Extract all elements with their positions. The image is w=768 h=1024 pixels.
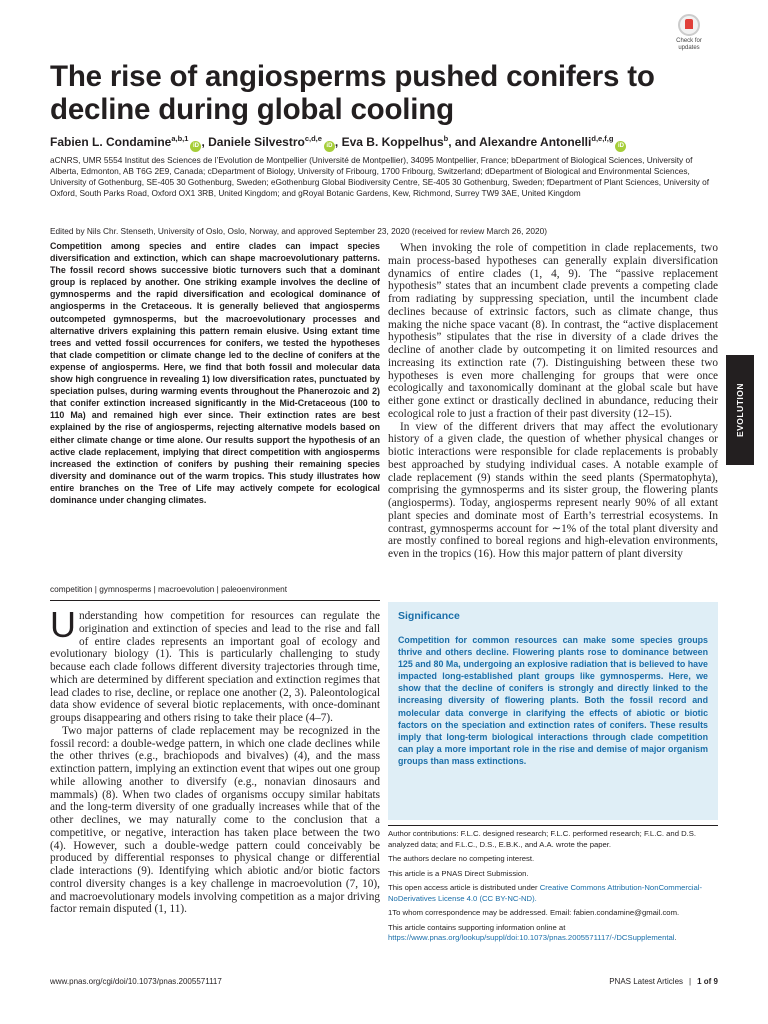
body-paragraph: In view of the different drivers that may affect the evolutionary history of a given clade, the question of whether physical changes or biotic interactions were responsible for clade replacements is probably best approached by studying individual cases. A notable example of clade replacement (9) stands within the seed plants (Spermatophyta), comprising the gymnosperms and its sister group, the flowering plants (angiosperms). Today, angiosperms represent nearly 90% of all extant plant species and dominate most of Earth’s terrestrial ecosystems. In contrast, gymnosperms account for ∼1% of the total plant diversity and are mostly confined to boreal regions and high-elevation environments, even in the tropics (16). How this major pattern of plant diversity (388, 420, 718, 560)
footer-page-number: 1 of 9 (697, 977, 718, 986)
significance-text: Competition for common resources can make some species groups thrive and others decline. Flowering plants rose to dominance between 125 and 80 Ma, undergoing an explosive radiation that is believed to have impacted long-established plant groups like gymnosperms. Here, we show that the decline of conifers is strongly and directly linked to the increasing diversity of flowering plants. Both the fossil record and molecular data converge in clarifying the effects of abiotic or biotic factors on the speciation and extinction rates of conifers. These results imply that long-term biological interactions through clade competition can play a more important role in the rise and demise of major organism groups than mass extinctions. (398, 635, 708, 766)
check-updates-icon (678, 14, 700, 36)
body-paragraph: Two major patterns of clade replacement may be recognized in the fossil record: a double-wedge pattern, in which one clade declines while the other thrives (e.g., brachiopods and bivalves) (4), and the mass extinction pattern, implying an extinction event that wipes out one group while allowing another to diversify (e.g., nonavian dinosaurs and mammals) (8). When two clades of organisms occupy similar habitats and the long-term diversity of one gradually increases while that of the other declines, we may naturally come to the conclusion that a competitive, or negative, interaction has taken place between the two (4). However, such a double-wedge pattern could conceivably be produced by differential responses to physical change or differential clade interactions (9). Identifying which abiotic and/or biotic factors control diversity changes is a key challenge in macroevolution (7, 10), and macroevolutionary models involving competition as a major driving factor remain disputed (1, 11). (50, 724, 380, 916)
article-notes (388, 825, 718, 948)
significance-box (388, 602, 718, 820)
author-name: Eva B. Koppelhus (341, 135, 444, 149)
author-list: Fabien L. Condamine$^{a,b,1}$iD , Daniele Silvestro$^{c,d,e}$iD , Eva B. Koppelhus$^b$, and Alexandre Antonelli$^{d,e,f,g}$iD (50, 134, 730, 152)
edited-by: Edited by Nils Chr. Stenseth, University of Oslo, Oslo, Norway, and approved September 23, 2020 (received for review March 26, 2020) (50, 226, 547, 236)
footer-doi-url[interactable]: www.pnas.org/cgi/doi/10.1073/pnas.2005571117 (50, 977, 222, 986)
divider (388, 825, 718, 826)
orcid-icon[interactable]: iD (190, 141, 201, 152)
submission-note: This article is a PNAS Direct Submission. (388, 868, 529, 878)
drop-cap: U (50, 604, 76, 645)
orcid-icon[interactable]: iD (615, 141, 626, 152)
body-paragraph: nderstanding how competition for resources can regulate the origination and extinction of species and lead to the rise and fall of entire clades represents an important goal of ecology and evolutionary biology (1). This is particularly challenging to study because each clade follows different diversity trajectories through time, which are determined by different speciation and extinction regimes that lead clades to rise, decline, or replace one another (2, 3). Paleontological data show evidence of several biotic replacements, with once-dominant groups disappearing and others rising to take their place (4–7). (50, 610, 380, 724)
competing-interests: The authors declare no competing interest. (388, 854, 535, 863)
author-contributions: Author contributions: F.L.C. designed research; F.L.C. performed research; F.L.C. and D.S. analyzed data; and F.L.C., D.S., E.B.K., and A.A. wrote the paper. (388, 829, 697, 849)
orcid-icon[interactable]: iD (324, 141, 335, 152)
article-title: The rise of angiosperms pushed conifers to decline during global cooling (50, 60, 655, 126)
introduction (50, 604, 380, 916)
supplement-note: This article contains supporting information online at https://www.pnas.org/lookup/suppl/doi:10.1073/pnas.2005571117/-/DCSupplemental. (388, 922, 677, 942)
footer-journal: PNAS Latest Articles (609, 977, 684, 986)
check-for-updates-badge[interactable]: Check for updates (666, 14, 712, 60)
supplement-link[interactable]: https://www.pnas.org/lookup/suppl/doi:10.1073/pnas.2005571117/-/DCSupplemental (388, 933, 675, 942)
author-name: Fabien L. Condamine (50, 135, 172, 149)
abstract: Competition among species and entire clades can impact species diversification and extinction, which can shape macroevolutionary patterns. The fossil record shows successive biotic turnovers such that a dominant group is replaced by another. One striking example involves the decline of gymnosperms and the rapid diversification and ecological dominance of angiosperms in the Cretaceous. It is generally believed that angiosperms outcompeted gymnosperms, but the macroevolutionary processes and alternative drivers explaining this pattern remain elusive. Using extant time trees and vetted fossil occurrences for conifers, we tested the hypotheses that clade competition or climate change led to the decline of conifers at the expense of angiosperms. Here, we find that both fossil and molecular data show high congruence in revealing 1) low diversification rates, punctuated by speciation pulses, during warming events throughout the Phanerozoic and 2) that conifer extinction increased significantly in the Mid-Cretaceous (100 to 110 Ma) and remained high ever since. Their extinction rates are best explained by the rise of angiosperms, rejecting alternative models based on either climate change or time alone. Our results support the hypothesis of an active clade replacement, implying that direct competition with angiosperms increased the extinction of conifers by pushing their remaining species diversity and dominance out of the warm tropics. This study illustrates how entire branches on the Tree of Life may actively compete for ecological dominance under changing climates. (50, 241, 380, 505)
license-note: This open access article is distributed under Creative Commons Attribution-NonCommercial-NoDerivatives License 4.0 (CC BY-NC-ND). (388, 883, 703, 903)
significance-heading: Significance (398, 610, 460, 622)
correspondence-note: 1To whom correspondence may be addressed. Email: fabien.condamine@gmail.com. (388, 908, 680, 917)
keywords: competition | gymnosperms | macroevolution | paleoenvironment (50, 584, 288, 594)
section-tab: EVOLUTION (726, 355, 754, 465)
body-right-column (388, 242, 718, 561)
author-name: Daniele Silvestro (208, 135, 305, 149)
footer-page-info: PNAS Latest Articles | 1 of 9 (609, 977, 718, 986)
body-paragraph: When invoking the role of competition in clade replacements, two main process-based hypotheses can generally explain diversification dynamics of entire clades (1, 4, 9). The “passive replacement hypothesis” states that an incumbent clade prevents a competing clade from radiating by suppressing speciation, until the incumbent clade declines because of extrinsic factors, such as climate change, thus making the niche space vacant (8). In contrast, the “active displacement hypothesis” stipulates that the rise in diversity of a clade drives the decline of another clade by outcompeting it on limited resources and increasing its extinction rate (7). Distinguishing between these two hypotheses is even more challenging for groups that were once ecologically and taxonomically dominant at the global scale but have either gone extinct or drastically declined in abundance, reducing their ecological role to just a fraction of their past diversity (12–15). (388, 242, 718, 420)
license-link[interactable]: Creative Commons Attribution-NonCommercial-NoDerivatives License 4.0 (CC BY-NC-ND). (388, 883, 703, 903)
affiliations: aCNRS, UMR 5554 Institut des Sciences de l’Evolution de Montpellier (Université de Montpellier), 34095 Montpellier, France; bDepartment of Biological Sciences, University of Alberta, Edmonton, AB T6G 2E9, Canada; cDepartment of Biology, University of Fribourg, 1700 Fribourg, Switzerland; dDepartment of Biological and Environmental Sciences, University of Gothenburg, SE-405 30 Gothenburg, Sweden; eGothenburg Global Biodiversity Centre, SE-405 30 Gothenburg, Sweden; fDepartment of Plant Sciences, University of Oxford, South Parks Road, Oxford OX1 3RB, United Kingdom; and gRoyal Botanic Gardens, Kew, Richmond, Surrey TW9 3AE, United Kingdom (50, 155, 710, 198)
author-name: Alexandre Antonelli (479, 135, 592, 149)
divider (50, 600, 380, 601)
